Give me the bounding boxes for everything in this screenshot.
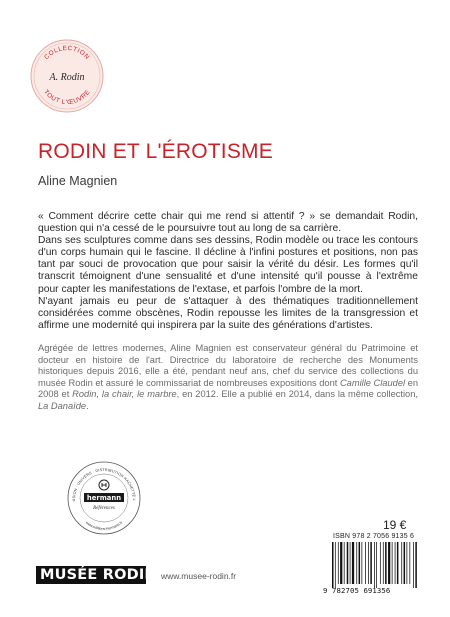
barcode-bar <box>365 542 366 584</box>
barcode-graphic <box>330 542 418 590</box>
isbn: ISBN 978 2 7056 9135 6 <box>333 533 415 540</box>
bio-text: . <box>86 400 89 411</box>
book-summary <box>38 211 418 332</box>
author-bio <box>38 343 418 412</box>
badge-bottom-text: TOUT L'ŒUVRE <box>42 88 92 107</box>
barcode-bar <box>380 542 381 584</box>
seal-ring-text: USION · UNIVERS · DISTRIBUTION HACHETTE L <box>71 467 137 502</box>
barcode-bar <box>370 542 372 584</box>
barcode-bar <box>359 542 361 584</box>
barcode-bar <box>338 542 339 584</box>
author-name: Aline Magnien <box>38 174 118 188</box>
barcode-bar <box>392 542 393 584</box>
barcode-bar <box>344 542 345 584</box>
barcode-bar <box>401 542 402 584</box>
summary-paragraph: N'ayant jamais eu peur de s'attaquer à des thématiques traditionnellement considérées comme obscènes, Rodin repousse les limites de la transgression et affirme une modernité qui inspirera par la suite des générations d'artistes. <box>38 295 418 331</box>
barcode-bar <box>352 542 354 584</box>
collection-badge-icon <box>29 38 105 114</box>
barcode-bar <box>388 542 390 584</box>
barcode-bar <box>413 542 414 588</box>
barcode-bar <box>407 542 408 584</box>
barcode-bar <box>415 542 417 588</box>
bio-text: Agrégée de lettres modernes, Aline Magnien est conservateur général du Patrimoine et docteur en histoire de l'art. Directrice du laboratoire de recherche des Monuments historiques depuis 2016, elle a été, pendant neuf ans, chef du service des collections du musée Rodin et assuré le commissariat de nombreuses expositions dont <box>38 343 418 388</box>
barcode-bar <box>347 542 349 584</box>
musee-logo-text: MUSÉE RODIN <box>40 567 157 583</box>
bio-italic-title: Camille Claudel <box>339 377 406 388</box>
publisher-seal <box>66 460 142 536</box>
bio-italic-title: Rodin, la chair, le marbre <box>72 389 177 399</box>
seal-url-text: www.editions-hermann.fr <box>84 520 124 532</box>
book-title: RODIN ET L'ÉROTISME <box>38 140 273 163</box>
barcode-bar <box>395 542 396 584</box>
summary-paragraph: « Comment décrire cette chair qui me rend si attentif ? » se demandait Rodin, question qui n'a cessé de le poursuivre tout au long de sa carrière. <box>38 211 418 235</box>
hermann-seal-icon <box>66 460 142 536</box>
bio-text: , en 2012. Elle a publié en 2014, dans la même collection, <box>176 389 418 399</box>
badge-center-text: A. Rodin <box>49 72 85 83</box>
barcode-bar <box>374 542 375 588</box>
price: 19 € <box>383 518 407 532</box>
badge-top-text: COLLECTION <box>43 44 91 62</box>
seal-sub: Références <box>93 506 115 511</box>
barcode-bar <box>385 542 387 584</box>
barcode-bar <box>368 542 369 584</box>
barcode-bar <box>404 542 406 584</box>
musee-rodin-logo <box>36 566 157 584</box>
barcode-bar <box>362 542 363 584</box>
seal-brand: hermann <box>86 494 122 502</box>
barcode-bar <box>350 542 351 584</box>
barcode-digits: 9 782705 691356 <box>323 586 391 595</box>
barcode-bar <box>332 542 334 588</box>
summary-paragraph: Dans ses sculptures comme dans ses dessins, Rodin modèle ou trace les contours d'un corps humain qui le fascine. Il décline à l'infini postures et positions, non pas tant par souci de provocation que pour saisir la vérité du désir. Les formes qu'il transcrit témoignent d'une sensualité et d'une intensité qu'il pousse à l'extrême pour capter les manifestations de l'extase, et parfois l'ombre de la mort. <box>38 235 418 295</box>
barcode-bar <box>397 542 399 584</box>
barcode-bar <box>383 542 384 584</box>
barcode-bar <box>356 542 357 584</box>
barcode-bar <box>409 542 410 584</box>
bio-text: en 2008 et <box>38 377 419 399</box>
bio-italic-title: La Danaïde <box>38 400 87 411</box>
collection-badge <box>29 38 105 114</box>
website-url: www.musee-rodin.fr <box>161 571 237 581</box>
barcode <box>330 542 418 590</box>
barcode-bar <box>335 542 336 588</box>
barcode-bar <box>340 542 342 584</box>
barcode-bar <box>376 542 377 588</box>
